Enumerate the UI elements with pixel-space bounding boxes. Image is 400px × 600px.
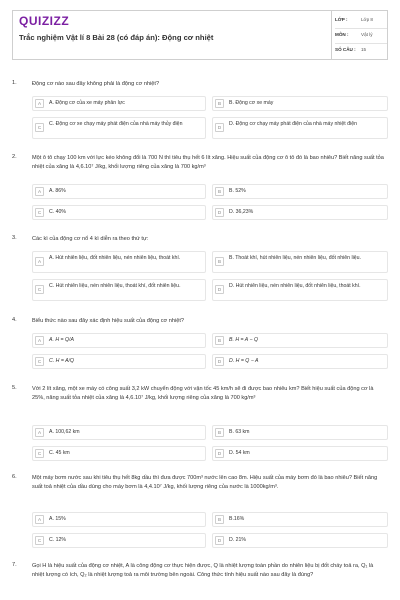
option-b[interactable] (212, 512, 388, 527)
meta-label: LỚP : (335, 17, 348, 22)
option-letter-badge: D (215, 208, 224, 217)
option-a[interactable] (32, 251, 206, 273)
option-letter-badge: A (35, 515, 44, 524)
meta-row-count (335, 44, 387, 58)
option-letter-badge: C (35, 285, 44, 294)
option-text: D. Hút nhiên liệu, nén nhiên liệu, đốt nhiên liệu, thoát khí. (229, 283, 361, 289)
quizizz-logo: QUIZIZZ (19, 14, 70, 28)
option-letter-badge: B (215, 428, 224, 437)
option-letter-badge: D (215, 357, 224, 366)
option-letter-badge: A (35, 428, 44, 437)
option-d[interactable] (212, 205, 388, 220)
option-letter-badge: D (215, 285, 224, 294)
option-text: A. Động cơ của xe máy phản lực (49, 100, 125, 106)
option-letter-badge: B (215, 187, 224, 196)
option-a[interactable] (32, 96, 206, 111)
option-text: C. H = A/Q (49, 358, 75, 364)
option-text: C. Hút nhiên liệu, nén nhiên liệu, thoát khí, đốt nhiên liệu. (49, 283, 181, 289)
question-number: 3. (12, 235, 17, 241)
question-number: 1. (12, 80, 17, 86)
option-letter-badge: C (35, 449, 44, 458)
meta-row-subject (335, 29, 387, 44)
option-letter-badge: B (215, 515, 224, 524)
question-number: 2. (12, 154, 17, 160)
option-text: B. Thoát khí, hút nhiên liệu, nén nhiên liệu, đốt nhiên liệu. (229, 255, 361, 261)
meta-label: MÔN : (335, 32, 349, 37)
option-letter-badge: D (215, 123, 224, 132)
option-text: D. 54 km (229, 450, 250, 456)
option-text: A. 86% (49, 188, 66, 194)
option-text: B.16% (229, 516, 245, 522)
option-text: C. 45 km (49, 450, 70, 456)
meta-row-class (335, 14, 387, 29)
question-text: Gọi H là hiệu suất của động cơ nhiệt, A là công động cơ thực hiện được, Q là nhiệt lượng toàn phần do nhiên liệu bị đốt cháy toả ra, Q₁ là nhiệt lượng có ích, Q₂ là nhiệt lượng toả ra môi trường bên ngoài. Công thức tính hiệu suất nào sau đây là đúng? (32, 563, 374, 578)
option-letter-badge: C (35, 357, 44, 366)
meta-value: Vật lý (361, 32, 373, 37)
option-letter-badge: A (35, 187, 44, 196)
option-letter-badge: B (215, 336, 224, 345)
option-d[interactable] (212, 354, 388, 369)
option-letter-badge: D (215, 449, 224, 458)
option-letter-badge: A (35, 99, 44, 108)
option-text: C. 40% (49, 209, 67, 215)
option-c[interactable] (32, 279, 206, 301)
option-text: C. Động cơ xe chạy máy phát điện của nhà máy thủy điện (49, 121, 183, 127)
option-c[interactable] (32, 354, 206, 369)
option-text: B. 52% (229, 188, 246, 194)
option-d[interactable] (212, 446, 388, 461)
quiz-title: Trắc nghiệm Vật lí 8 Bài 28 (có đáp án): Động cơ nhiệt (19, 33, 214, 42)
option-a[interactable] (32, 512, 206, 527)
option-text: B. H = A − Q (229, 337, 259, 343)
option-b[interactable] (212, 184, 388, 199)
option-letter-badge: C (35, 123, 44, 132)
option-a[interactable] (32, 184, 206, 199)
question-number: 6. (12, 474, 17, 480)
option-text: A. 15% (49, 516, 66, 522)
option-a[interactable] (32, 425, 206, 440)
option-c[interactable] (32, 117, 206, 139)
option-text: C. 12% (49, 537, 67, 543)
option-letter-badge: D (215, 536, 224, 545)
option-text: B. 63 km (229, 429, 250, 435)
option-text: D. 36,23% (229, 209, 254, 215)
question-number: 7. (12, 562, 17, 568)
meta-value: Lớp 8 (361, 17, 373, 22)
meta-value: 15 (361, 47, 367, 52)
option-letter-badge: C (35, 536, 44, 545)
option-d[interactable] (212, 117, 388, 139)
question-number: 4. (12, 317, 17, 323)
option-letter-badge: B (215, 99, 224, 108)
question-text: Động cơ nào sau đây không phải là động cơ nhiệt? (32, 81, 160, 87)
meta-label: SỐ CÂU : (335, 47, 356, 52)
question-text: Biểu thức nào sau đây xác định hiệu suất của động cơ nhiệt? (32, 318, 185, 324)
option-d[interactable] (212, 279, 388, 301)
option-c[interactable] (32, 446, 206, 461)
option-text: D. Động cơ chạy máy phát điện của nhà máy nhiệt điện (229, 121, 357, 127)
option-letter-badge: B (215, 257, 224, 266)
question-text: Với 2 lít xăng, một xe máy có công suất 3,2 kW chuyển động với vận tốc 45 km/h sẽ đi được bao nhiêu km? Biết hiệu suất của động cơ là 25%, năng suất tỏa nhiệt của xăng là 4,6.10⁷ J/kg, khối lượng riêng của xăng là 700 kg/m³ (32, 386, 374, 401)
quiz-header (12, 10, 388, 60)
option-d[interactable] (212, 533, 388, 548)
option-text: D. 21% (229, 537, 247, 543)
option-text: A. H = Q/A (49, 337, 74, 343)
question-number: 5. (12, 385, 17, 391)
option-b[interactable] (212, 96, 388, 111)
option-a[interactable] (32, 333, 206, 348)
option-text: A. Hút nhiên liệu, đốt nhiên liệu, nén nhiên liệu, thoát khí. (49, 255, 181, 261)
question-text: Các kì của động cơ nổ 4 kì diễn ra theo thứ tự: (32, 236, 149, 242)
option-b[interactable] (212, 333, 388, 348)
header-divider (331, 11, 332, 59)
option-c[interactable] (32, 533, 206, 548)
option-letter-badge: C (35, 208, 44, 217)
option-text: D. H = Q − A (229, 358, 259, 364)
option-b[interactable] (212, 251, 388, 273)
option-letter-badge: A (35, 257, 44, 266)
option-letter-badge: A (35, 336, 44, 345)
option-c[interactable] (32, 205, 206, 220)
question-text: Một ô tô chạy 100 km với lực kéo không đổi là 700 N thì tiêu thụ hết 6 lít xăng. Hiệu suất của động cơ ô tô đó là bao nhiêu? Biết năng suất tỏa nhiệt của xăng là 4,6.10⁷ J/kg, khối lượng riêng của xăng là 700 kg/m³ (32, 155, 384, 170)
option-text: B. Động cơ xe máy (229, 100, 274, 106)
option-b[interactable] (212, 425, 388, 440)
option-text: A. 100,62 km (49, 429, 80, 435)
question-text: Một máy bơm nước sau khi tiêu thụ hết 8kg dầu thì đưa được 700m³ nước lên cao 8m. Hiệu suất của máy bơm đó là bao nhiêu? Biết năng suất toả nhiệt của dầu dùng cho máy bơm là 4,4.10⁷ J/kg, khối lượng riêng của nước là 1000kg/m³. (32, 475, 378, 490)
